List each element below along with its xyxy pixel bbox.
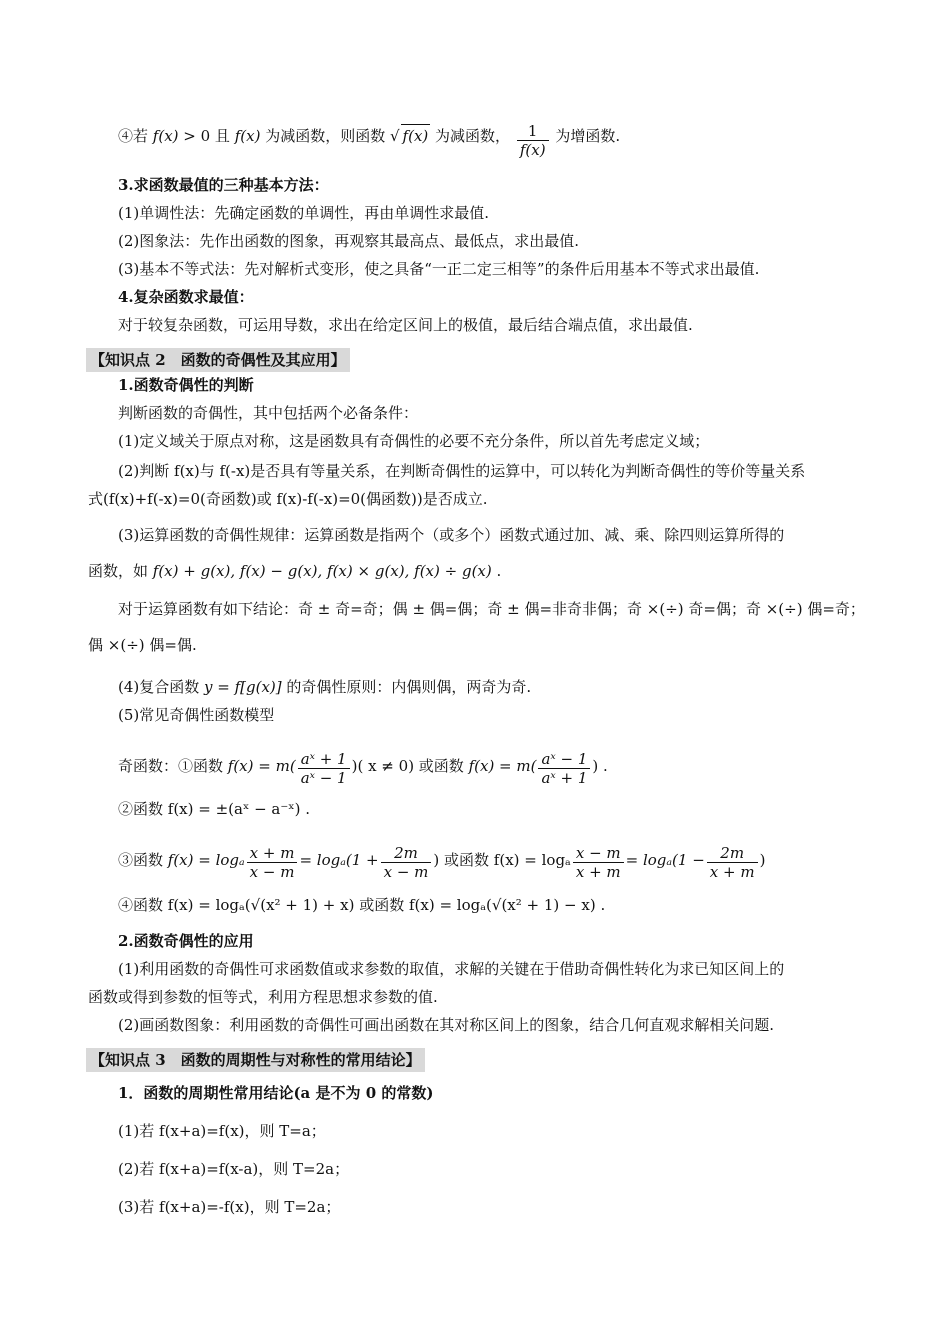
math: f(x) = m( <box>227 757 296 775</box>
math: = logₐ(1 − <box>625 851 705 869</box>
kp3-period-rule-1: (1)若 f(x+a)=f(x)，则 T=a； <box>118 1122 326 1140</box>
fraction-denominator: f(x) <box>519 141 546 159</box>
text: ) 或函数 f(x) = logₐ <box>433 851 571 869</box>
fraction-numerator: aˣ + 1 <box>298 750 350 769</box>
text: ) <box>759 851 766 869</box>
method-1: (1)单调性法：先确定函数的单调性，再由单调性求最值. <box>118 204 490 222</box>
text: > 0 且 <box>178 127 235 145</box>
math-fx: f(x) <box>152 127 179 145</box>
text: 为减函数，则函数 <box>260 127 386 145</box>
kp2-text: 式(f(x)+f(-x)=0(奇函数)或 f(x)-f(-x)=0(偶函数))是否成立. <box>88 490 488 508</box>
knowledge-point-3-header: 【知识点 3 函数的周期性与对称性的常用结论】 <box>86 1048 425 1072</box>
fraction-numerator: aˣ − 1 <box>538 750 590 769</box>
fraction-denominator: x + m <box>575 863 621 881</box>
fraction-denominator: x − m <box>383 863 429 881</box>
kp2-text: (1)利用函数的奇偶性可求函数值或求参数的取值，求解的关键在于借助奇偶性转化为求已知区间上的 <box>118 960 785 978</box>
math: = logₐ(1 + <box>299 851 379 869</box>
kp2-heading-1: 1.函数奇偶性的判断 <box>118 376 254 394</box>
kp2-text: 判断函数的奇偶性，其中包括两个必备条件： <box>118 404 419 422</box>
text: 函数，如 <box>88 562 153 580</box>
fraction-denominator: x − m <box>249 863 295 881</box>
text: ③函数 <box>118 851 168 869</box>
sqrt-sign: √ <box>389 127 400 145</box>
section-heading-4: 4.复杂函数求最值： <box>118 288 254 306</box>
kp3-period-rule-2: (2)若 f(x+a)=f(x-a)，则 T=2a； <box>118 1160 350 1178</box>
model-4: ④函数 f(x) = logₐ(√(x² + 1) + x) 或函数 f(x) = logₐ(√(x² + 1) − x) . <box>118 896 606 914</box>
math: f(x) = m( <box>468 757 537 775</box>
kp2-text: 函数或得到参数的恒等式，利用方程思想求参数的值. <box>88 988 438 1006</box>
text: 奇函数：①函数 <box>118 757 228 775</box>
model-2: ②函数 f(x) = ±(aˣ − a⁻ˣ) . <box>118 800 311 818</box>
method-2: (2)图象法：先作出函数的图象，再观察其最高点、最低点，求出最值. <box>118 232 580 250</box>
text: ④若 <box>118 127 149 145</box>
fraction <box>517 122 549 159</box>
knowledge-point-2-header: 【知识点 2 函数的奇偶性及其应用】 <box>86 348 350 372</box>
kp2-text <box>118 676 531 698</box>
kp2-text: (5)常见奇偶性函数模型 <box>118 706 275 724</box>
text: (4)复合函数 <box>118 678 205 696</box>
fraction-numerator: 2m <box>707 844 758 863</box>
math: f(x) = logₐ <box>167 851 245 869</box>
text: ) . <box>592 757 608 775</box>
math-expression: y = f[g(x)] <box>204 678 282 696</box>
fraction-numerator: x − m <box>573 844 624 863</box>
fraction <box>707 844 758 881</box>
kp2-text: (2)判断 f(x)与 f(-x)是否具有等量关系，在判断奇偶性的运算中，可以转化为判断奇偶性的等价等量关系 <box>118 462 806 480</box>
fraction-denominator: x + m <box>709 863 755 881</box>
method-3: (3)基本不等式法：先对解析式变形，使之具备“一正二定三相等”的条件后用基本不等式求出最值. <box>118 260 760 278</box>
kp2-text <box>88 560 501 582</box>
fraction <box>247 844 298 881</box>
text: )( x ≠ 0) 或函数 <box>351 757 469 775</box>
text: . <box>491 562 502 580</box>
kp2-text: (2)画函数图象：利用函数的奇偶性可画出函数在其对称区间上的图象，结合几何直观求解相关问题. <box>118 1016 775 1034</box>
section-4-text: 对于较复杂函数，可运用导数，求出在给定区间上的极值，最后结合端点值，求出最值. <box>118 316 693 334</box>
fraction-denominator: aˣ + 1 <box>541 769 588 787</box>
property-4-line <box>118 122 620 159</box>
kp2-text: (1)定义域关于原点对称，这是函数具有奇偶性的必要不充分条件，所以首先考虑定义域； <box>118 432 710 450</box>
model-1 <box>118 750 608 787</box>
fraction-denominator: aˣ − 1 <box>300 769 347 787</box>
math-fx: f(x) <box>234 127 261 145</box>
fraction-numerator: x + m <box>247 844 298 863</box>
fraction <box>538 750 590 787</box>
kp2-text: 对于运算函数有如下结论：奇 ± 奇=奇；偶 ± 偶=偶；奇 ± 偶=非奇非偶；奇 ×(÷) 奇=偶；奇 ×(÷) 偶=奇； <box>118 600 865 618</box>
fraction <box>573 844 624 881</box>
kp3-period-rule-3: (3)若 f(x+a)=-f(x)，则 T=2a； <box>118 1198 341 1216</box>
text: 为减函数， <box>430 127 511 145</box>
section-heading-3: 3.求函数最值的三种基本方法： <box>118 176 329 194</box>
kp2-text: (3)运算函数的奇偶性规律：运算函数是指两个（或多个）函数式通过加、减、乘、除四则运算所得的 <box>118 526 785 544</box>
model-3 <box>118 844 765 881</box>
fraction <box>381 844 432 881</box>
fraction <box>298 750 350 787</box>
kp2-text: 偶 ×(÷) 偶=偶. <box>88 636 197 654</box>
fraction-numerator: 2m <box>381 844 432 863</box>
sqrt-radicand: f(x) <box>401 124 431 147</box>
kp2-heading-2: 2.函数奇偶性的应用 <box>118 932 254 950</box>
text: 的奇偶性原则：内偶则偶，两奇为奇. <box>281 678 532 696</box>
math-expression: f(x) + g(x), f(x) − g(x), f(x) × g(x), f(x) ÷ g(x) <box>152 562 492 580</box>
fraction-numerator: 1 <box>517 122 549 141</box>
kp3-heading-1: 1．函数的周期性常用结论(a 是不为 0 的常数) <box>118 1084 434 1102</box>
text: 为增函数. <box>550 127 621 145</box>
